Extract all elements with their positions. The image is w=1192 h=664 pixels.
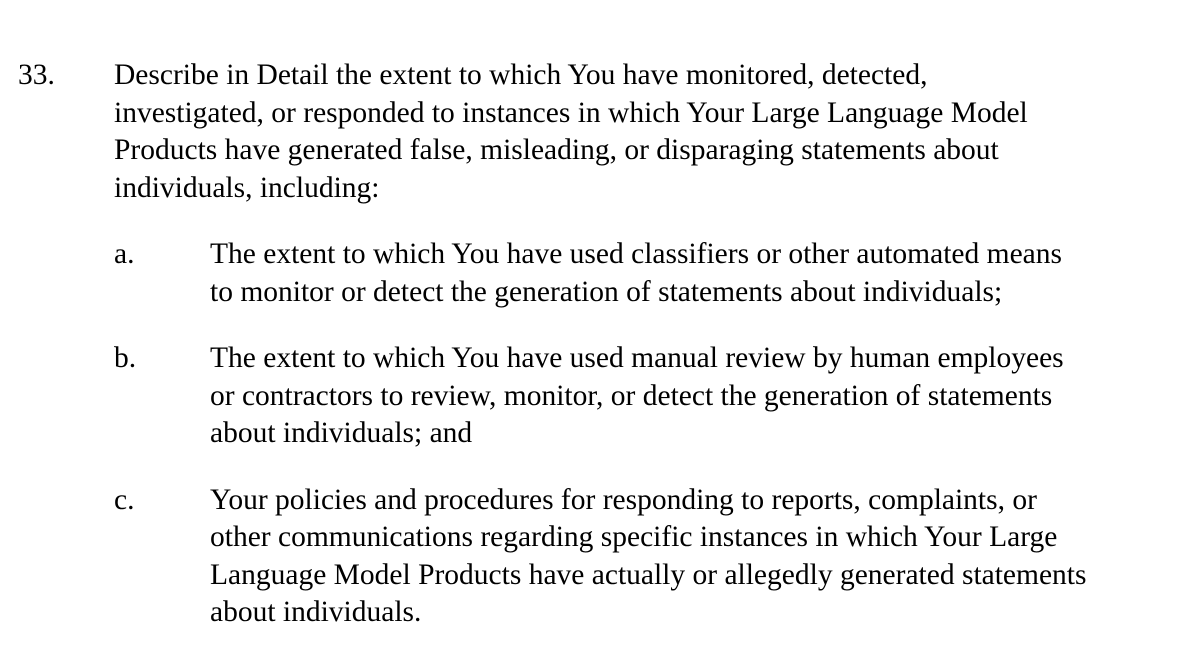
question-text-line: Products have generated false, misleading, or disparaging statements about xyxy=(114,134,999,166)
subitem-text-line: about individuals; and xyxy=(210,417,473,449)
subitem-text-line: Your policies and procedures for responding to reports, complaints, or xyxy=(210,483,1037,516)
question-text-line: Describe in Detail the extent to which You have monitored, detected, xyxy=(114,59,928,91)
document-page xyxy=(0,57,1192,632)
question-text-line: investigated, or responded to instances in which Your Large Language Model xyxy=(114,96,1028,129)
subitem-letter: b. xyxy=(114,342,137,374)
subitem-letter: a. xyxy=(114,238,135,270)
subitem-text-line: to monitor or detect the generation of statements about individuals; xyxy=(210,275,1003,308)
question-number: 33. xyxy=(18,59,55,91)
subitem-b xyxy=(0,340,1192,453)
subitem-text xyxy=(210,340,1170,453)
subitem-text-line: other communications regarding specific instances in which Your Large xyxy=(210,521,1058,553)
subitem-text xyxy=(210,482,1170,632)
subitem-c xyxy=(0,482,1192,632)
subitem-text-line: or contractors to review, monitor, or detect the generation of statements xyxy=(210,379,1053,412)
subitem-text-line: The extent to which You have used classifiers or other automated means xyxy=(210,238,1062,270)
question-33 xyxy=(0,57,1192,207)
subitem-text-line: The extent to which You have used manual review by human employees xyxy=(210,342,1064,374)
subitem-text-line: about individuals. xyxy=(210,596,422,628)
question-text xyxy=(114,57,1174,207)
subitem-a xyxy=(0,236,1192,311)
subitem-text xyxy=(210,236,1170,311)
subitem-text-line: Language Model Products have actually or allegedly generated statements xyxy=(210,558,1087,591)
subitem-letter: c. xyxy=(114,483,135,516)
question-text-line: individuals, including: xyxy=(114,171,380,204)
